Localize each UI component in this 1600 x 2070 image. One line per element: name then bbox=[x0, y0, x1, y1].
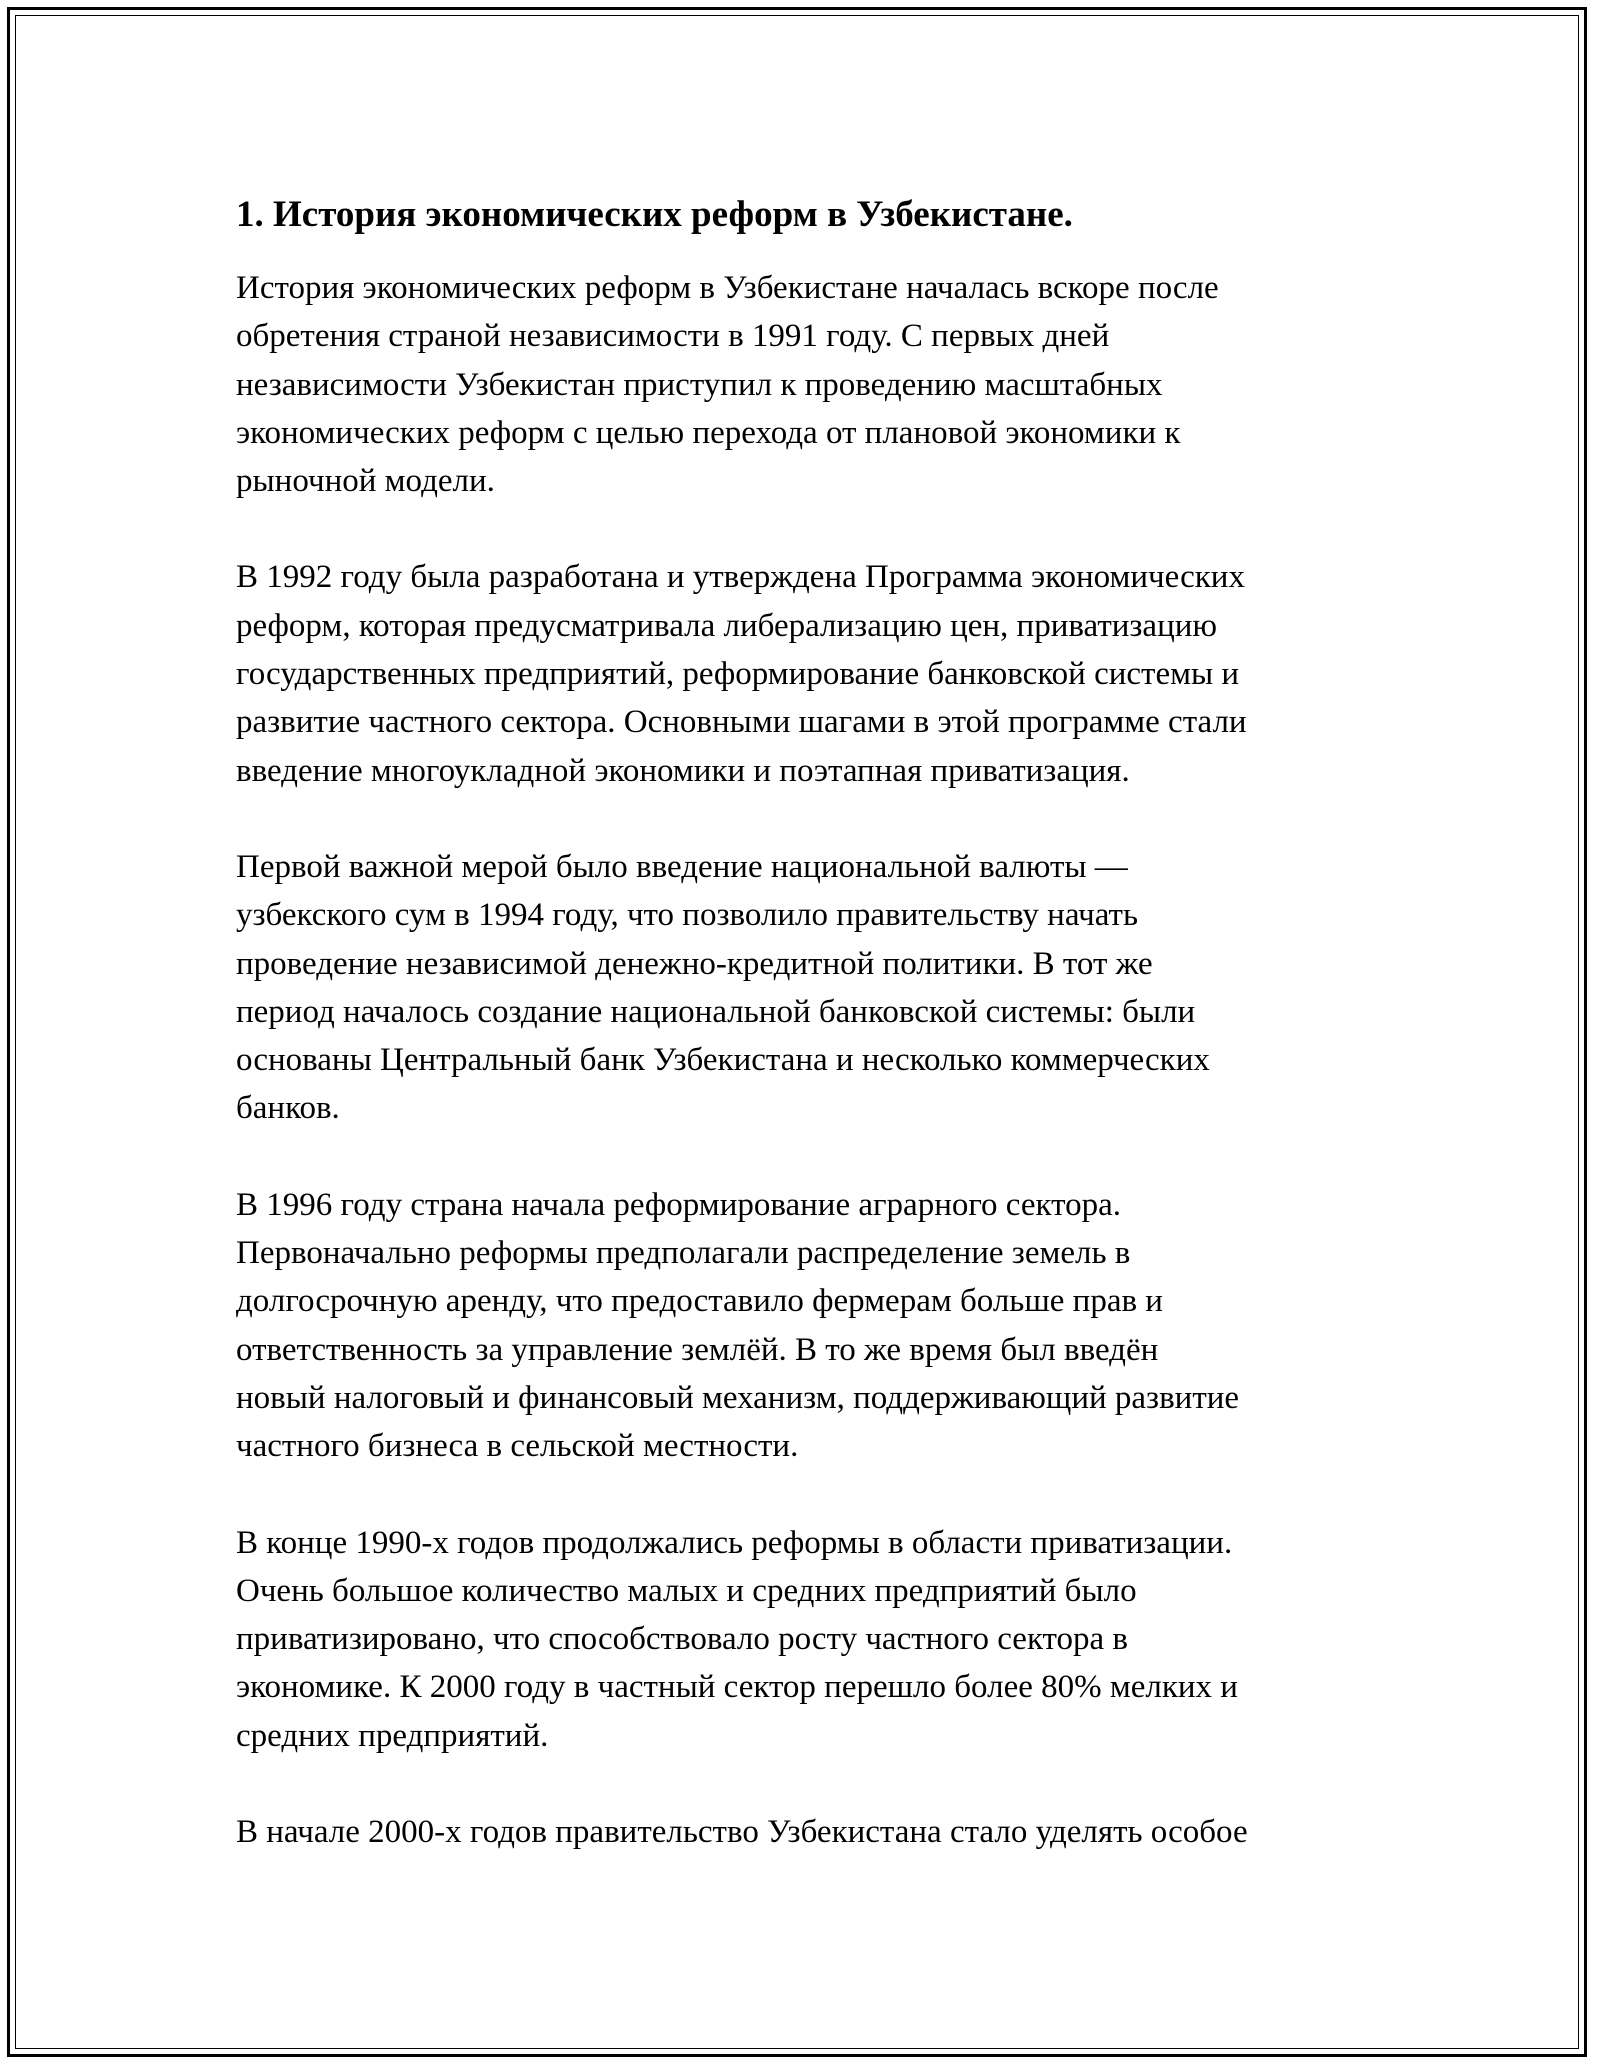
text-line: долгосрочную аренду, что предоставило фермерам больше прав и bbox=[236, 1283, 1163, 1320]
text-line: банков. bbox=[236, 1090, 340, 1127]
text-line: История экономических реформ в Узбекистане началась вскоре после bbox=[236, 270, 1219, 306]
text-line: приватизировано, что способствовало росту частного сектора в bbox=[236, 1621, 1129, 1658]
text-line: средних предприятий. bbox=[236, 1717, 549, 1754]
text-line: частного бизнеса в сельской местности. bbox=[236, 1428, 799, 1465]
text-line: независимости Узбекистан приступил к проведению масштабных bbox=[236, 366, 1163, 403]
text-line: обретения страной независимости в 1991 году. С первых дней bbox=[236, 318, 1110, 355]
text-line: Очень большое количество малых и средних предприятий было bbox=[236, 1572, 1137, 1609]
paragraph-5 bbox=[236, 1519, 1386, 1760]
text-line: период началось создание национальной банковской системы: были bbox=[236, 993, 1196, 1030]
section-title: 1. История экономических реформ в Узбекистане. bbox=[236, 194, 1073, 235]
paragraph-1 bbox=[236, 264, 1386, 505]
text-line: реформ, которая предусматривала либерализацию цен, приватизацию bbox=[236, 607, 1218, 644]
text-line: экономических реформ с целью перехода от плановой экономики к bbox=[236, 414, 1181, 451]
paragraph-2 bbox=[236, 553, 1386, 794]
paragraph-3 bbox=[236, 843, 1386, 1133]
text-line: новый налоговый и финансовый механизм, поддерживающий развитие bbox=[236, 1379, 1240, 1416]
text-line: В 1992 году была разработана и утверждена Программа экономических bbox=[236, 559, 1245, 596]
text-line: основаны Центральный банк Узбекистана и несколько коммерческих bbox=[236, 1042, 1210, 1079]
paragraph-list bbox=[236, 264, 1386, 1856]
text-line: введение многоукладной экономики и поэтапная приватизация. bbox=[236, 752, 1130, 789]
text-line: государственных предприятий, реформирование банковской системы и bbox=[236, 656, 1240, 693]
text-line: узбекского сум в 1994 году, что позволило правительству начать bbox=[236, 897, 1139, 934]
text-line: ответственность за управление землёй. В то же время был введён bbox=[236, 1331, 1159, 1368]
text-line: В начале 2000-х годов правительство Узбекистана стало уделять особое bbox=[236, 1814, 1248, 1851]
paragraph-4 bbox=[236, 1181, 1386, 1471]
text-line: рыночной модели. bbox=[236, 463, 495, 500]
paragraph-6 bbox=[236, 1808, 1386, 1856]
text-line: развитие частного сектора. Основными шагами в этой программе стали bbox=[236, 704, 1247, 741]
text-line: В конце 1990-х годов продолжались реформы в области приватизации. bbox=[236, 1524, 1233, 1561]
text-line: В 1996 году страна начала реформирование аграрного сектора. bbox=[236, 1186, 1121, 1223]
text-line: экономике. К 2000 году в частный сектор перешло более 80% мелких и bbox=[236, 1669, 1238, 1706]
text-line: Первоначально реформы предполагали распределение земель в bbox=[236, 1235, 1131, 1272]
document-body bbox=[236, 190, 1386, 1904]
text-line: проведение независимой денежно-кредитной политики. В тот же bbox=[236, 945, 1153, 982]
text-line: Первой важной мерой было введение национальной валюты — bbox=[236, 848, 1128, 885]
